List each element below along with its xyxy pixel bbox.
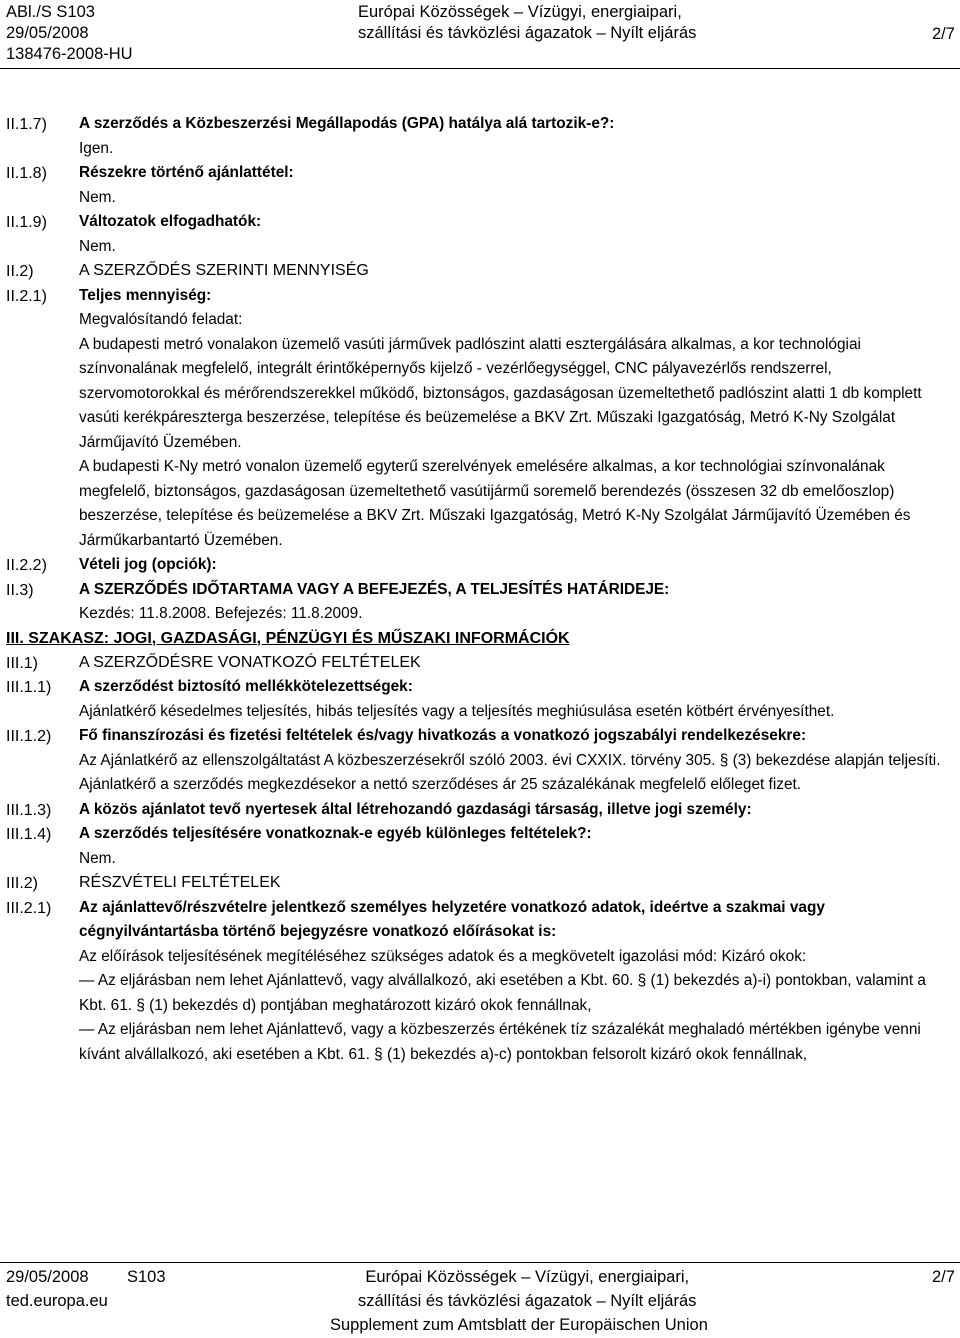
section-row <box>0 896 960 1068</box>
section-number: II.2.1) <box>6 287 47 305</box>
section-number: II.2.2) <box>6 557 47 574</box>
section-label: Vételi jog (opciók): <box>79 556 217 573</box>
footer-date: 29/05/2008 <box>6 1268 89 1286</box>
header-doc-id: 138476-2008-HU <box>6 45 133 63</box>
footer-page-number: 2/7 <box>932 1268 955 1286</box>
section-number: II.1.7) <box>6 116 47 133</box>
header-divider <box>0 68 960 69</box>
section-value: Nem. <box>79 188 116 206</box>
section-label: Részekre történő ajánlattétel: <box>79 164 294 181</box>
section-text: — Az eljárásban nem lehet Ajánlattevő, vagy alvállalkozó, aki esetében a Kbt. 60. § (1) bekezdés a)-i) pontokban, valamint a Kbt. 61. § (1) bekezdés d) pontjában meghatározott kizáró okok fennállnak, <box>79 972 926 1014</box>
header-page-number: 2/7 <box>932 25 955 43</box>
section-value: Nem. <box>79 849 116 867</box>
section-label: A szerződést biztosító mellékkötelezettségek: <box>79 678 413 695</box>
page-footer <box>0 1262 960 1338</box>
section-label: Fő finanszírozási és fizetési feltételek és/vagy hivatkozás a vonatkozó jogszabályi rendelkezésekre: <box>79 727 807 744</box>
section-value: Igen. <box>79 139 114 157</box>
section-number: III.1.3) <box>6 801 52 819</box>
section-number: III.1.4) <box>6 826 52 843</box>
section-row <box>0 798 960 823</box>
section-label: A közös ajánlatot tevő nyertesek által létrehozandó gazdasági társaság, illetve jogi személy: <box>79 800 752 818</box>
section-label: A szerződés a Közbeszerzési Megállapodás (GPA) hatálya alá tartozik-e?: <box>79 115 615 132</box>
footer-title <box>358 1265 696 1313</box>
section-heading: A SZERZŐDÉS SZERINTI MENNYISÉG <box>79 262 369 279</box>
section-row <box>0 724 960 798</box>
section-row <box>0 578 960 627</box>
header-title <box>358 3 697 66</box>
section-text: Ajánlatkérő a szerződés megkezdésekor a nettó szerződéses ár 25 százalékának megfelelő előleget fizet. <box>79 776 802 793</box>
footer-series: S103 <box>127 1268 166 1286</box>
footer-title-line2: szállítási és távközlési ágazatok – Nyílt eljárás <box>358 1292 697 1310</box>
header-left <box>6 2 133 65</box>
section-row <box>0 822 960 871</box>
section-row <box>0 259 960 284</box>
section-value: Kezdés: 11.8.2008. Befejezés: 11.8.2009. <box>79 605 363 622</box>
header-date: 29/05/2008 <box>6 24 89 42</box>
header-pub-ref: ABl./S S103 <box>6 3 95 21</box>
section-row <box>0 651 960 676</box>
section-row <box>0 553 960 578</box>
section-number: II.1.8) <box>6 165 47 182</box>
section-row <box>0 284 960 554</box>
section-row <box>0 112 960 161</box>
section-heading: A SZERZŐDÉSRE VONATKOZÓ FELTÉTELEK <box>79 653 421 671</box>
footer-site: ted.europa.eu <box>6 1292 108 1310</box>
section-text: Megvalósítandó feladat: <box>79 311 243 328</box>
section-value: Nem. <box>79 237 116 255</box>
section-row <box>0 675 960 724</box>
section-row <box>0 210 960 259</box>
section-label: Teljes mennyiség: <box>79 286 212 304</box>
section-label: Az ajánlattevő/részvételre jelentkező személyes helyzetére vonatkozó adatok, ideértve a szakmai vagy cégnyilvántartásba történő bejegyzésre vonatkozó előírásokat is: <box>79 898 825 940</box>
section-number: III.1.2) <box>6 728 52 745</box>
footer-divider <box>0 1262 960 1263</box>
section-number: III.1.1) <box>6 679 52 696</box>
section-number: III.1) <box>6 654 39 672</box>
section-text: — Az eljárásban nem lehet Ajánlattevő, vagy a közbeszerzés értékének tíz százalékát meghaladó mértékben igénybe venni kívánt alvállalkozó, aki esetében a Kbt. 61. § (1) bekezdés a)-c) pontokban felsorolt kizáró okok fennállnak, <box>79 1021 921 1063</box>
section-label: A SZERZŐDÉS IDŐTARTAMA VAGY A BEFEJEZÉS, A TELJESÍTÉS HATÁRIDEJE: <box>79 580 670 598</box>
section-row <box>0 871 960 896</box>
document-body <box>0 112 960 1067</box>
section-number: II.2) <box>6 263 34 280</box>
section-text: Az előírások teljesítésének megítéléséhez szükséges adatok és a megkövetelt igazolási mód: Kizáró okok: <box>79 947 807 965</box>
section-number: III.2) <box>6 875 39 892</box>
section-number: II.3) <box>6 581 34 599</box>
section-text: A budapesti K-Ny metró vonalon üzemelő egyterű szerelvények emelésére alkalmas, a kor technológiai színvonalának megfelelő, biztonságos, gazdaságosan üzemeltethető vasútijármű soremelő berendezés (összesen 32 db emelőoszlop) beszerzése, telepítése és beüzemelése a BKV Zrt. Műszaki Igazgatóság, Metró K-Ny Szolgálat Járműjavító Üzemében és Járműkarbantartó Üzemében. <box>79 458 911 549</box>
section-heading: RÉSZVÉTELI FELTÉTELEK <box>79 874 281 891</box>
section-number: II.1.9) <box>6 214 47 231</box>
section-text: A budapesti metró vonalakon üzemelő vasúti járművek padlószint alatti esztergálására alkalmas, a kor technológiai színvonalának megfelelő, integrált érintőképernyős kijelző - vezérlőegységgel, CNC pályavezérlős rendszerrel, szervomotorokkal és mérőrendszerekkel működő, biztonságos, gazdaságosan üzemeltethető padlószint alatti 1 db komplett vasúti kerékpáreszterga beszerzése, telepítése és beüzemelése a BKV Zrt. Műszaki Igazgatóság, Metró K-Ny Szolgálat Járműjavító Üzemében. <box>79 335 922 451</box>
section-number: III.2.1) <box>6 899 52 917</box>
section-3-title: III. SZAKASZ: JOGI, GAZDASÁGI, PÉNZÜGYI ÉS MŰSZAKI INFORMÁCIÓK <box>6 629 570 647</box>
section-text: Az Ajánlatkérő az ellenszolgáltatást A közbeszerzésekről szóló 2003. évi CXXIX. törvény 305. § (3) bekezdése alapján teljesíti. <box>79 751 941 769</box>
header-title-line2: szállítási és távközlési ágazatok – Nyílt eljárás <box>358 24 697 42</box>
header-title-line1: Európai Közösségek – Vízügyi, energiaipari, <box>358 3 682 21</box>
section-label: Változatok elfogadhatók: <box>79 213 262 230</box>
section-row <box>0 161 960 210</box>
section-label: A szerződés teljesítésére vonatkoznak-e egyéb különleges feltételek?: <box>79 825 592 842</box>
footer-supplement: Supplement zum Amtsblatt der Europäischen Union <box>330 1316 708 1334</box>
footer-title-line1: Európai Közösségek – Vízügyi, energiaipari, <box>365 1268 690 1286</box>
section-text: Ajánlatkérő késedelmes teljesítés, hibás teljesítés vagy a teljesítés meghiúsulása esetén kötbért érvényesíthet. <box>79 702 835 720</box>
